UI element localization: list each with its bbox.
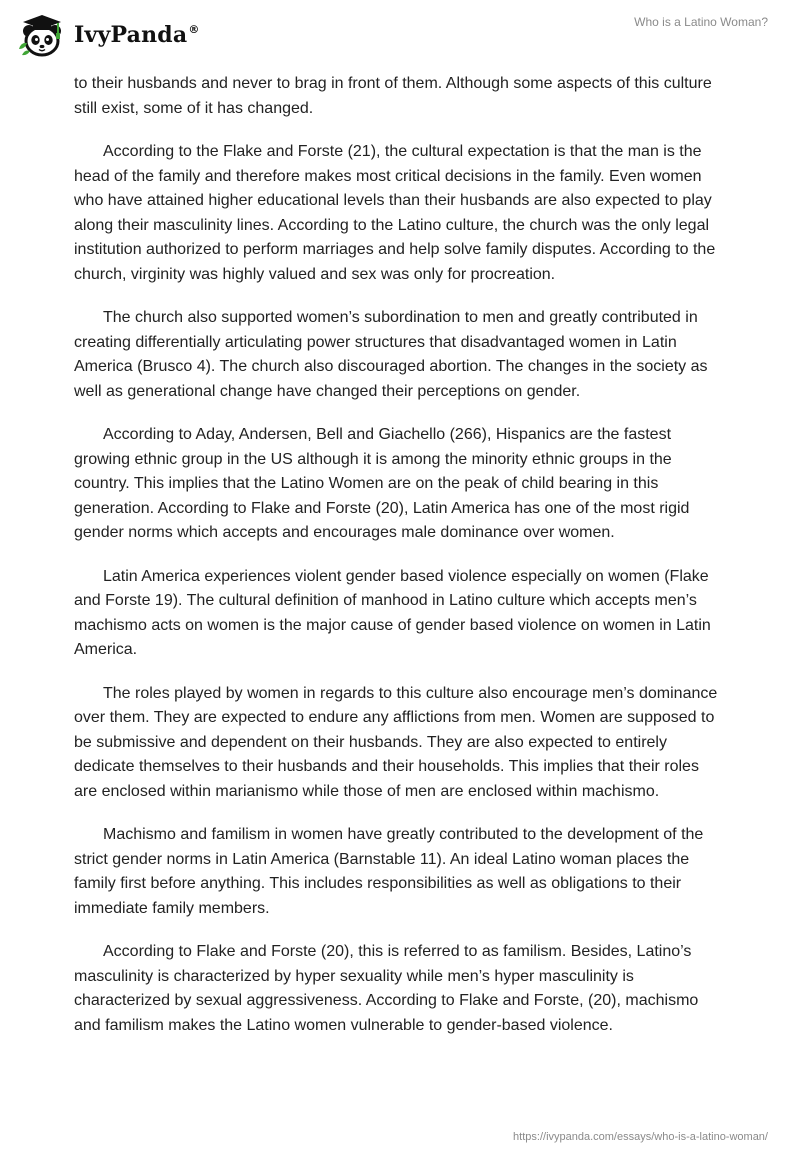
source-url[interactable]: https://ivypanda.com/essays/who-is-a-latino-woman/ <box>513 1131 768 1143</box>
paragraph: According to Aday, Andersen, Bell and Giachello (266), Hispanics are the fastest growing ethnic group in the US although it is among the minority ethnic groups in the country. This implies that the Latino Women are on the peak of child bearing in this generation. According to Flake and Forste (20), Latin America has one of the most rigid gender norms which accepts and encourages male dominance over women. <box>74 426 690 541</box>
page-header <box>0 0 800 70</box>
essay-body <box>74 72 726 1057</box>
paragraph: According to the Flake and Forste (21), the cultural expectation is that the man is the head of the family and therefore makes most critical decisions in the family. Even women who have attained higher educational levels than their husbands are also expected to play along their masculinity lines. According to the Latino culture, the church was the only legal institution authorized to perform marriages and help solve family disputes. According to the church, virginity was highly valued and sex was only for procreation. <box>74 143 716 283</box>
paragraph: Machismo and familism in women have greatly contributed to the development of the strict gender norms in Latin America (Barnstable 11). An ideal Latino woman places the family first before anything. This includes responsibilities as well as obligations to their immediate family members. <box>74 826 704 917</box>
panda-graduate-logo-icon <box>16 9 68 61</box>
registered-mark: ® <box>188 23 200 36</box>
paragraph-continued: to their husbands and never to brag in front of them. Although some aspects of this culture still exist, some of it has changed. <box>74 75 712 117</box>
ivypanda-logo[interactable] <box>16 9 200 61</box>
document-title: Who is a Latino Woman? <box>634 15 768 29</box>
paragraph: The roles played by women in regards to this culture also encourage men’s dominance over them. They are expected to endure any afflictions from men. Women are supposed to be submissive and dependent on their husbands. They are also expected to entirely dedicate themselves to their husbands and their households. This implies that their roles are enclosed within marianismo while those of men are enclosed within machismo. <box>74 684 718 800</box>
paragraph: According to Flake and Forste (20), this is referred to as familism. Besides, Latino’s masculinity is characterized by hyper sexuality while men’s hyper masculinity is characterized by sexual aggressiveness. According to Flake and Forste, (20), machismo and familism makes the Latino women vulnerable to gender-based violence. <box>74 943 699 1034</box>
logo-wordmark: IvyPanda® <box>74 22 200 48</box>
paragraph: Latin America experiences violent gender based violence especially on women (Flake and Forste 19). The cultural definition of manhood in Latino culture which accepts men’s machismo acts on women is the major cause of gender based violence on women in Latin America. <box>74 567 711 658</box>
paragraph: The church also supported women’s subordination to men and greatly contributed in creating differentially articulating power structures that disadvantaged women in Latin America (Brusco 4). The church also discouraged abortion. The changes in the society as well as generational change have changed their perceptions on gender. <box>74 309 708 400</box>
